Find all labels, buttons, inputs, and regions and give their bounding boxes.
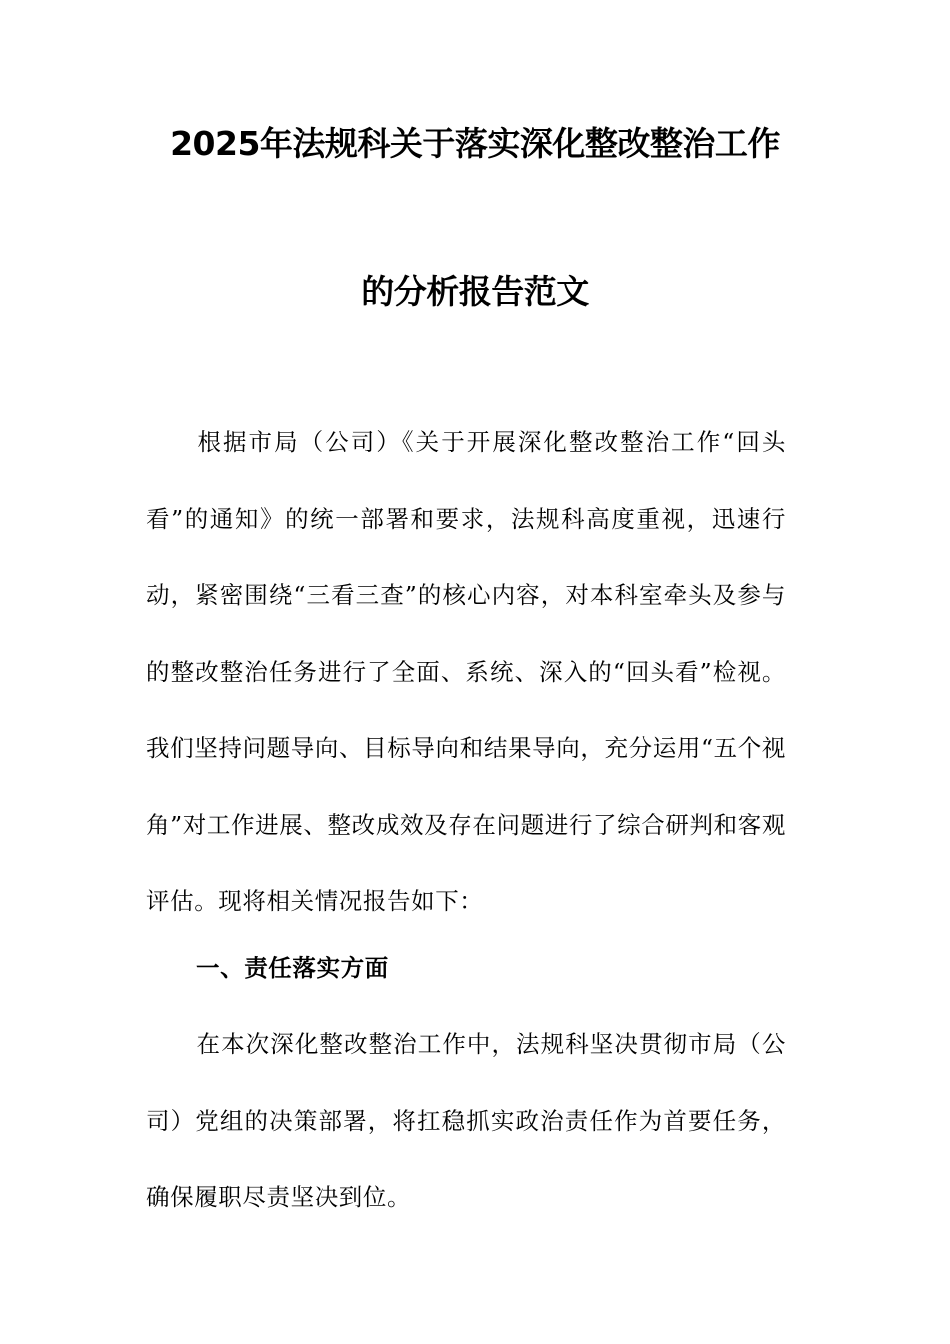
section-1-paragraph-text: 在本次深化整改整治工作中，法规科坚决贯彻市局（公司）党组的决策部署，将扛稳抓实政治责任作为首要任务，确保履职尽责坚决到位。 (146, 1030, 786, 1211)
document-title-line-1: 2025年法规科关于落实深化整改整治工作 (170, 124, 780, 163)
document-title-line-2: 的分析报告范文 (361, 272, 589, 311)
section-1-paragraph (146, 1006, 786, 1236)
intro-paragraph-text: 根据市局（公司）《关于开展深化整改整治工作“回头看”的通知》的统一部署和要求，法规科高度重视，迅速行动，紧密围绕“三看三查”的核心内容，对本科室牵头及参与的整改整治任务进行了全面、系统、深入的“回头看”检视。我们坚持问题导向、目标导向和结果导向，充分运用“五个视角”对工作进展、整改成效及存在问题进行了综合研判和客观评估。现将相关情况报告如下： (146, 428, 786, 915)
section-1-heading: 一、责任落实方面 (196, 954, 389, 982)
intro-paragraph (146, 404, 786, 940)
